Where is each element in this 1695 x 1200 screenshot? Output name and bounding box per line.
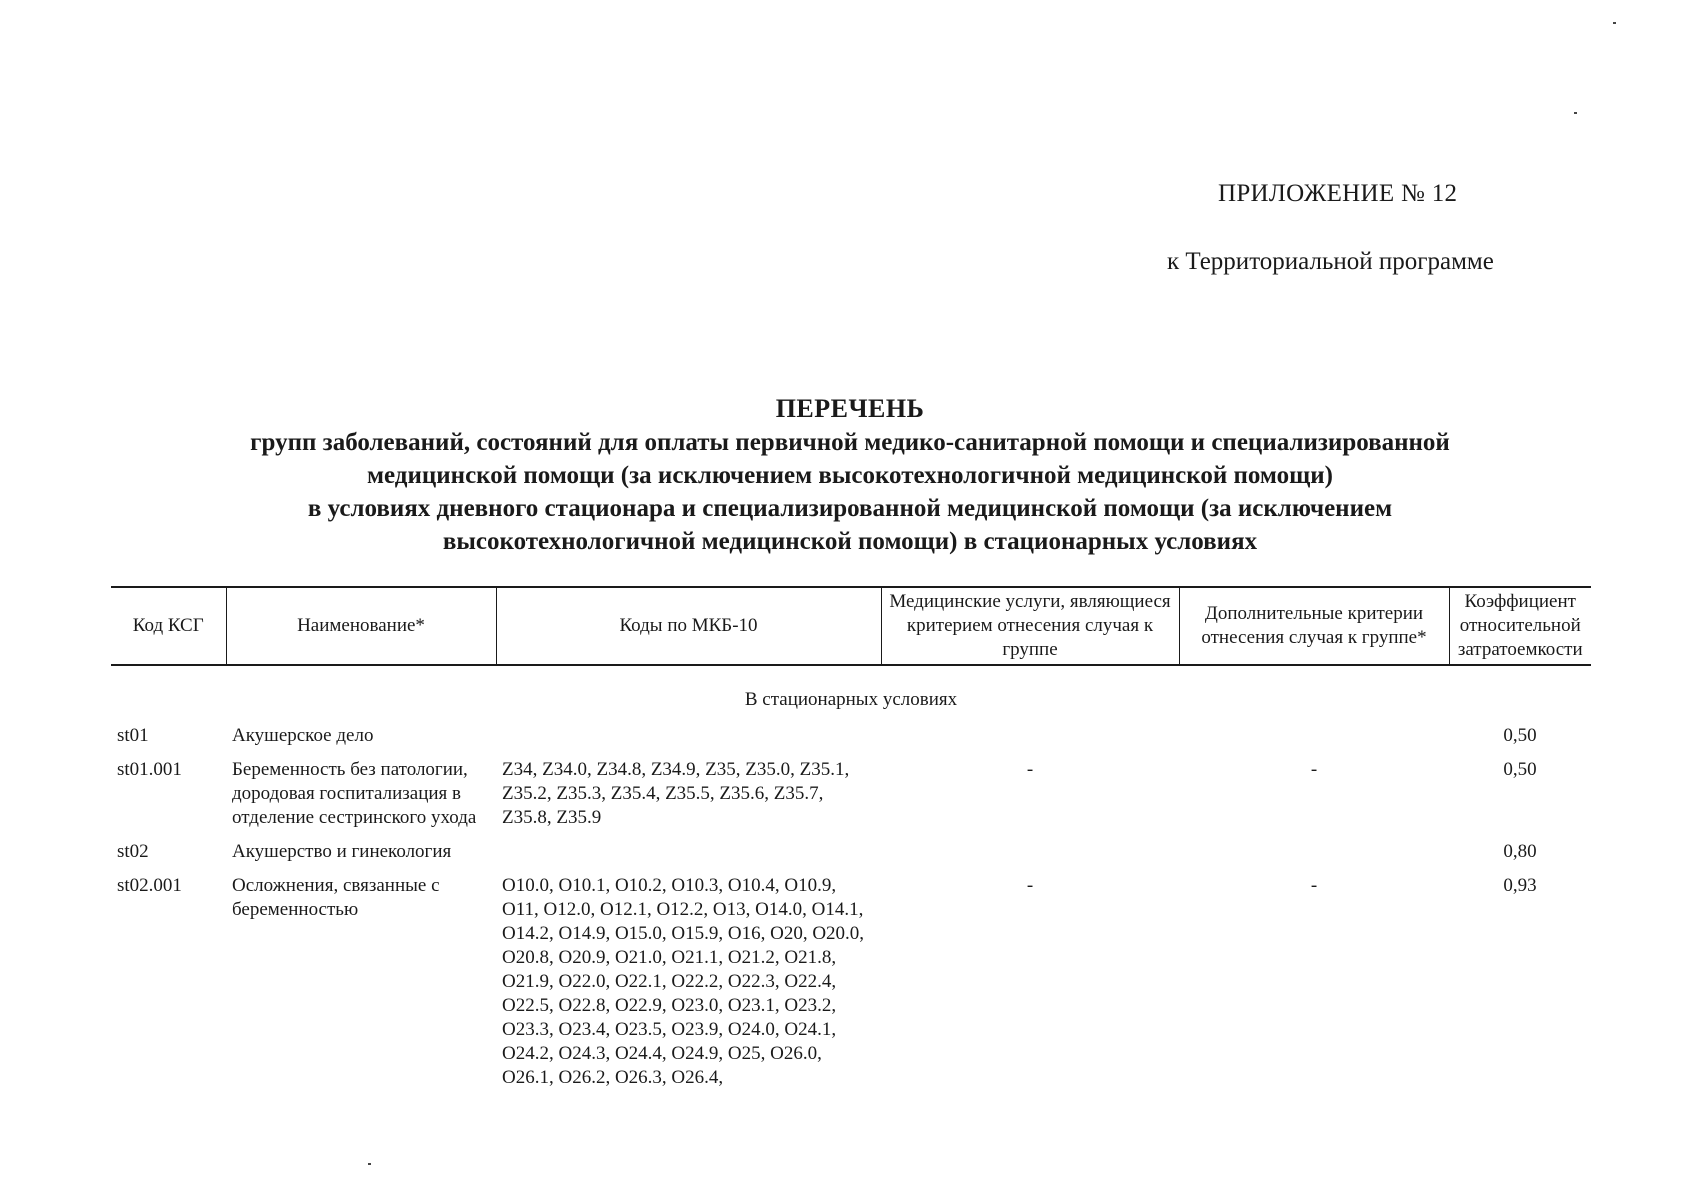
table-row bbox=[111, 838, 1591, 872]
ksg-name: Акушерское дело bbox=[232, 725, 374, 746]
services: - bbox=[1026, 875, 1034, 896]
column-header-services: Медицинские услуги, являющиеся критерием отнесения случая к группе bbox=[881, 587, 1179, 665]
coefficient: 0,50 bbox=[1503, 725, 1537, 746]
mkb-codes: O10.0, O10.1, O10.2, O10.3, O10.4, O10.9, O11, O12.0, O12.1, O12.2, O13, O14.0, O14.1, O14.2, O14.9, O15.0, O15.9, O16, O20, O20.0, O20.8, O20.9, O21.0, O21.1, O21.2, O21.8, O21.9, O22.0, O22.1, O22.2, O22.3, O22.4, O22.5, O22.8, O22.9, O23.0, O23.1, O23.2, O23.3, O23.4, O23.5, O23.9, O24.0, O24.1, O24.2, O24.3, O24.4, O24.9, O25, O26.0, O26.1, O26.2, O26.3, O26.4, bbox=[502, 875, 865, 1088]
ksg-code: st02.001 bbox=[117, 875, 182, 896]
table-row bbox=[111, 872, 1591, 1098]
mkb-codes: Z34, Z34.0, Z34.8, Z34.9, Z35, Z35.0, Z35.1, Z35.2, Z35.3, Z35.4, Z35.5, Z35.6, Z35.7, Z35.8, Z35.9 bbox=[502, 759, 850, 828]
heading-line: медицинской помощи (за исключением высокотехнологичной медицинской помощи) bbox=[367, 462, 1333, 489]
ksg-name: Осложнения, связанные с беременностью bbox=[232, 875, 440, 920]
section-label: В стационарных условиях bbox=[744, 689, 958, 710]
document-heading bbox=[120, 392, 1580, 558]
appendix-subtitle: к Территориальной программе bbox=[1167, 248, 1494, 275]
table-header-row bbox=[111, 587, 1591, 665]
column-header-coefficient: Коэффициент относительной затратоемкости bbox=[1449, 587, 1591, 665]
column-header-name: Наименование* bbox=[226, 587, 496, 665]
ksg-name: Беременность без патологии, дородовая госпитализация в отделение сестринского ухода bbox=[232, 759, 477, 828]
section-row bbox=[111, 665, 1591, 722]
services: - bbox=[1026, 759, 1034, 780]
appendix-title: ПРИЛОЖЕНИЕ № 12 bbox=[1218, 180, 1458, 207]
ksg-code: st01 bbox=[117, 725, 149, 746]
column-header-criteria: Дополнительные критерии отнесения случая к группе* bbox=[1179, 587, 1449, 665]
table-row bbox=[111, 756, 1591, 838]
coefficient: 0,93 bbox=[1503, 875, 1537, 896]
ksg-code: st02 bbox=[117, 841, 149, 862]
scan-speck bbox=[1613, 22, 1616, 24]
ksg-code: st01.001 bbox=[117, 759, 182, 780]
ksg-name: Акушерство и гинекология bbox=[232, 841, 452, 862]
criteria: - bbox=[1310, 759, 1318, 780]
table-row bbox=[111, 722, 1591, 756]
scan-speck bbox=[368, 1163, 371, 1165]
criteria bbox=[1179, 722, 1449, 756]
heading-main: ПЕРЕЧЕНЬ bbox=[775, 394, 925, 423]
mkb-codes bbox=[496, 838, 881, 872]
column-header-code: Код КСГ bbox=[111, 587, 226, 665]
services bbox=[881, 722, 1179, 756]
criteria bbox=[1179, 838, 1449, 872]
coefficient: 0,80 bbox=[1503, 841, 1537, 862]
criteria: - bbox=[1310, 875, 1318, 896]
coefficient: 0,50 bbox=[1503, 759, 1537, 780]
heading-line: высокотехнологичной медицинской помощи) в стационарных условиях bbox=[442, 528, 1258, 555]
ksg-table bbox=[111, 586, 1591, 1098]
mkb-codes bbox=[496, 722, 881, 756]
heading-line: в условиях дневного стационара и специализированной медицинской помощи (за исключением bbox=[307, 495, 1393, 522]
scan-speck bbox=[1574, 112, 1577, 114]
heading-line: групп заболеваний, состояний для оплаты первичной медико-санитарной помощи и специализированной bbox=[250, 429, 1450, 456]
column-header-mkb: Коды по МКБ-10 bbox=[496, 587, 881, 665]
services bbox=[881, 838, 1179, 872]
